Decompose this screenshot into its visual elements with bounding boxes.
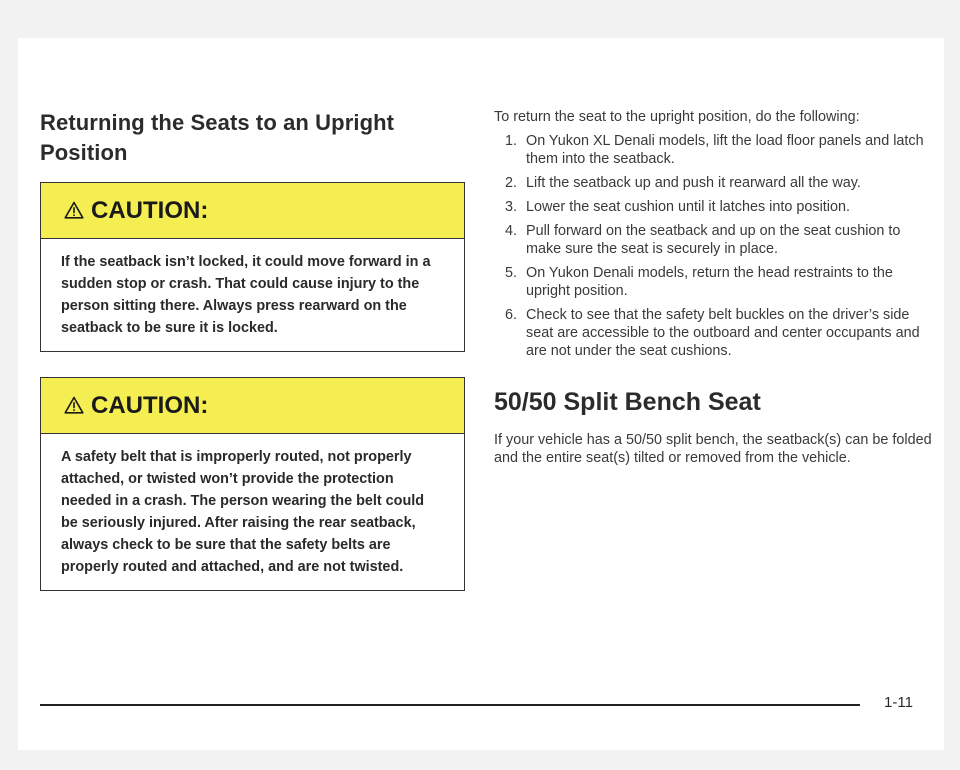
left-column [40, 108, 465, 591]
right-column [494, 108, 938, 467]
list-item [494, 198, 938, 216]
caution-header [41, 378, 464, 434]
step-number: 2. [504, 175, 517, 191]
step-text: Lift the seatback up and push it rearward all the way. [526, 175, 861, 191]
page-number: 1-11 [884, 694, 913, 711]
caution-label: CAUTION: [91, 196, 209, 224]
step-text: Check to see that the safety belt buckles on the driver’s side seat are accessible to the outboard and center occupants and are not under the seat cushions. [526, 307, 920, 359]
step-text: Pull forward on the seatback and up on the seat cushion to make sure the seat is securely in place. [526, 223, 901, 257]
list-item [494, 222, 938, 258]
list-item [494, 174, 938, 192]
step-text: Lower the seat cushion until it latches into position. [526, 199, 850, 215]
warning-triangle-icon [64, 201, 84, 219]
step-number: 1. [504, 133, 517, 149]
intro-paragraph: To return the seat to the upright position, do the following: [494, 109, 860, 125]
section-heading: Returning the Seats to an Upright Position [40, 110, 395, 165]
list-item [494, 132, 938, 168]
list-item [494, 306, 938, 360]
caution-box-safety-belt [40, 377, 465, 591]
step-number: 5. [504, 265, 517, 281]
caution-text: A safety belt that is improperly routed, not properly attached, or twisted won’t provide the protection needed in a crash. The person wearing the belt could be seriously injured. After raising the rear seatback, always check to be sure that the safety belts are properly routed and attached, and are not twisted. [61, 449, 425, 575]
bench-seat-heading: 50/50 Split Bench Seat [494, 388, 761, 416]
step-number: 3. [504, 199, 517, 215]
step-number: 6. [504, 307, 517, 323]
caution-box-seatback [40, 182, 465, 352]
steps-list [494, 132, 938, 360]
bench-seat-paragraph: If your vehicle has a 50/50 split bench, the seatback(s) can be folded and the entire seat(s) tilted or removed from the vehicle. [494, 432, 932, 466]
warning-triangle-icon [64, 396, 84, 414]
step-number: 4. [504, 223, 517, 239]
caution-label: CAUTION: [91, 391, 209, 419]
manual-page [18, 38, 944, 750]
list-item [494, 264, 938, 300]
footer-rule [40, 704, 860, 706]
step-text: On Yukon Denali models, return the head restraints to the upright position. [526, 265, 893, 299]
step-text: On Yukon XL Denali models, lift the load floor panels and latch them into the seatback. [526, 133, 924, 167]
caution-text: If the seatback isn’t locked, it could move forward in a sudden stop or crash. That could cause injury to the person sitting there. Always press rearward on the seatback to be sure it is locked. [61, 254, 431, 336]
caution-header [41, 183, 464, 239]
